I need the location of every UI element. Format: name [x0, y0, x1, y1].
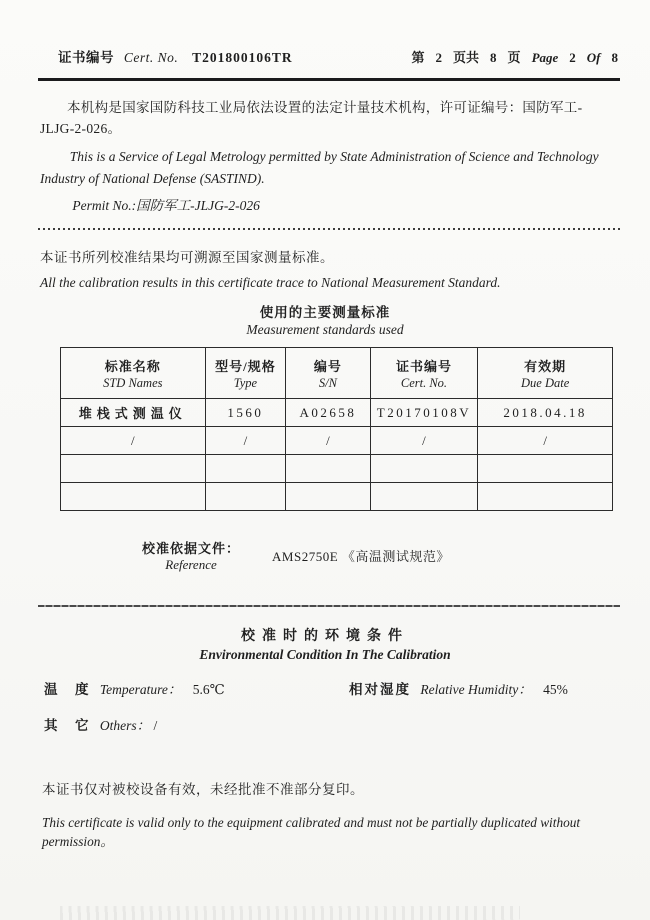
environment-title-cn: 校准时的环境条件 [241, 628, 409, 644]
permit-number: Permit No.:国防军工-JLJG-2-026 [72, 198, 260, 214]
others-item [44, 714, 620, 734]
temperature-label-cn: 温 度 [44, 681, 91, 697]
col-header-cn: 证书编号 [395, 358, 452, 374]
validity-text-cn: 本证书仅对被校设备有效，未经批准不准部分复印。 [42, 781, 364, 797]
page-total-en: 8 [611, 50, 618, 65]
page-current-cn: 2 [435, 50, 443, 65]
environment-title [30, 625, 620, 663]
table-row [61, 483, 613, 511]
standards-table [60, 347, 613, 511]
humidity-label-cn: 相对湿度 [349, 681, 411, 697]
col-header-cn: 标准名称 [104, 358, 161, 374]
humidity-label-en: Relative Humidity： [420, 681, 532, 697]
std-name-cell: 堆栈式测温仪 [61, 399, 206, 427]
standards-title-cn: 使用的主要测量标准 [259, 305, 391, 321]
std-name-cell [61, 455, 206, 483]
others-label-en: Others： [99, 717, 151, 733]
standards-title-en: Measurement standards used [246, 322, 404, 338]
page-label-en: Page [531, 50, 559, 65]
validity-text-en: This certificate is valid only to the equipment calibrated and must not be partially duplicated without permission。 [42, 814, 581, 849]
authorization-text-en: This is a Service of Legal Metrology permitted by State Administration of Science and Technology Industry of National Defense (SASTIND). [40, 148, 599, 187]
sn-cell: A02658 [286, 399, 370, 427]
col-header-cn: 编号 [313, 358, 342, 374]
reference-label-en: Reference [165, 557, 217, 573]
others-label-cn: 其 它 [44, 717, 91, 733]
page-of-en: Of [586, 50, 601, 65]
col-header-due-date [478, 348, 613, 399]
col-header-cn: 有效期 [524, 358, 567, 374]
col-header-en: Type [233, 375, 258, 390]
type-cell [205, 483, 286, 511]
validity-section [42, 778, 612, 850]
type-cell [205, 455, 286, 483]
reference-label [142, 538, 240, 573]
traceability-section [40, 246, 612, 291]
environment-conditions-row [44, 678, 620, 698]
cert-no-cell [370, 455, 478, 483]
due-date-cell: / [478, 427, 613, 455]
temperature-label-en: Temperature： [99, 681, 182, 697]
page-middle-cn: 页共 [453, 50, 480, 65]
page-total-cn: 8 [490, 50, 497, 65]
reference-value: AMS2750E 《高温测试规范》 [272, 549, 450, 565]
sn-cell [286, 483, 370, 511]
page-suffix-cn: 页 [507, 50, 521, 65]
col-header-en: S/N [318, 375, 337, 390]
cert-no-cell [370, 483, 478, 511]
traceability-text-cn: 本证书所列校准结果均可溯源至国家测量标准。 [40, 250, 334, 266]
col-header-cert-no [370, 348, 478, 399]
cert-no-cell: / [370, 427, 478, 455]
due-date-cell [478, 483, 613, 511]
header-rule [38, 78, 620, 81]
authorization-text-cn: 本机构是国家国防科技工业局依法设置的法定计量技术机构，许可证编号：国防军工-JLJG-2-026。 [40, 100, 583, 136]
sn-cell [286, 455, 370, 483]
page-prefix-cn: 第 [411, 50, 425, 65]
col-header-en: Due Date [521, 375, 570, 390]
cert-number-line [58, 46, 293, 66]
temperature-value: 5.6℃ [192, 681, 225, 697]
col-header-sn [286, 348, 370, 399]
standards-title [30, 301, 620, 338]
col-header-std-names [61, 348, 206, 399]
table-row [61, 427, 613, 455]
cert-number: T201800106TR [192, 50, 293, 65]
temperature-item [44, 678, 349, 698]
col-header-type [205, 348, 286, 399]
table-header-row [61, 348, 613, 399]
std-name-cell: / [61, 427, 206, 455]
due-date-cell: 2018.04.18 [478, 399, 613, 427]
sn-cell: / [286, 427, 370, 455]
traceability-text-en: All the calibration results in this certificate trace to National Measurement Standard. [40, 275, 501, 291]
humidity-value: 45% [543, 681, 568, 697]
others-value: / [153, 717, 158, 733]
cert-no-label-en: Cert. No. [123, 50, 179, 65]
scan-noise-artifact [60, 906, 520, 920]
authorization-section [40, 98, 612, 214]
environment-title-en: Environmental Condition In The Calibration [199, 646, 451, 662]
humidity-item [349, 678, 568, 698]
table-row [61, 399, 613, 427]
due-date-cell [478, 455, 613, 483]
cert-no-label-cn: 证书编号 [58, 50, 114, 65]
type-cell: / [205, 427, 286, 455]
col-header-cn: 型号/规格 [215, 358, 276, 374]
reference-label-cn: 校准依据文件： [142, 541, 241, 557]
reference-section [142, 538, 620, 573]
dotted-divider [38, 228, 620, 230]
col-header-en: STD Names [103, 375, 163, 390]
std-name-cell [61, 483, 206, 511]
col-header-en: Cert. No. [400, 375, 448, 390]
dashed-divider [38, 605, 620, 607]
page-indicator [412, 47, 618, 66]
type-cell: 1560 [205, 399, 286, 427]
cert-no-cell: T20170108V [370, 399, 478, 427]
page-header [58, 46, 618, 66]
table-row [61, 455, 613, 483]
page-current-en: 2 [569, 50, 576, 65]
